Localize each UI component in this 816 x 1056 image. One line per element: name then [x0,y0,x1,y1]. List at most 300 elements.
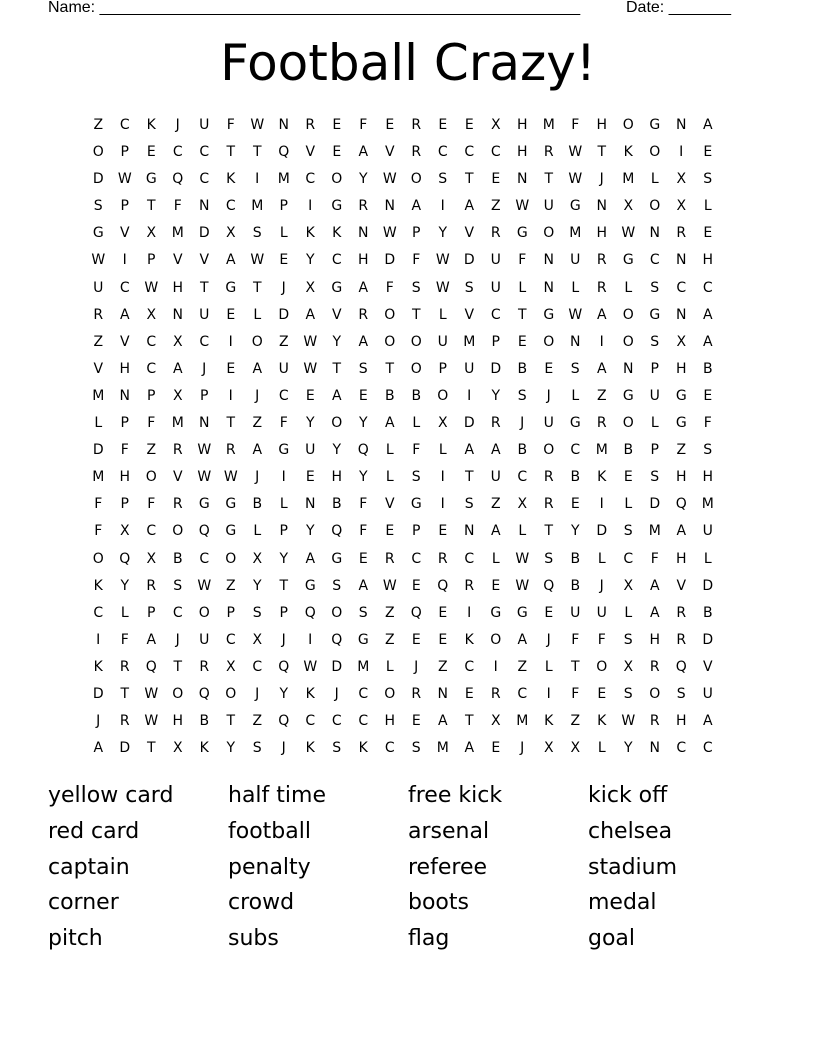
grid-letter: F [597,631,606,648]
grid-letter: P [412,225,421,242]
grid-letter: V [676,577,687,594]
grid-letter: X [146,225,157,242]
grid-letter: S [650,333,660,350]
grid-letter: T [411,306,421,323]
grid-letter: Z [490,198,501,215]
grid-letter: P [279,198,288,215]
grid-letter: W [621,225,636,242]
grid-letter: U [570,604,581,621]
grid-letter: E [544,360,554,377]
grid-letter: H [596,225,608,242]
grid-letter: R [490,415,501,432]
grid-letter: S [332,577,342,594]
grid-letter: J [281,740,286,757]
grid-letter: Q [119,550,131,567]
grid-letter: S [358,604,368,621]
grid-letter: G [331,198,343,215]
grid-letter: E [332,144,342,161]
grid-letter: O [649,198,661,215]
grid-letter: U [199,117,210,133]
grid-letter: C [225,631,236,648]
grid-letter: G [145,171,157,188]
grid-letter: C [252,658,263,675]
grid-letter: H [172,279,184,296]
grid-letter: C [464,144,475,161]
grid-letter: K [464,631,474,648]
grid-letter: G [516,225,528,242]
grid-letter: P [120,415,129,432]
grid-letter: G [569,198,581,215]
grid-letter: D [119,740,131,757]
grid-letter: P [120,144,129,161]
grid-letter: Z [252,415,263,432]
grid-letter: X [146,550,157,567]
page-title: Football Crazy! [220,34,596,92]
grid-letter: C [278,387,289,404]
grid-letter: Q [278,144,290,161]
grid-letter: R [384,550,395,567]
grid-letter: L [385,658,394,675]
grid-letter: R [676,604,687,621]
grid-letter: Q [198,685,210,702]
grid-letter: N [358,225,369,242]
grid-letter: A [702,333,713,350]
grid-letter: S [411,279,421,296]
grid-letter: V [119,333,130,350]
grid-letter: D [490,360,502,377]
grid-letter: T [226,713,236,730]
grid-letter: T [252,144,262,161]
grid-letter: N [119,387,130,404]
grid-letter: E [703,225,713,242]
grid-letter: S [411,469,421,486]
grid-letter: G [569,415,581,432]
grid-letter: R [119,713,130,730]
grid-letter: A [172,360,183,377]
grid-letter: I [96,631,101,648]
word-list-item: chelsea [588,818,673,844]
grid-letter: G [225,496,237,513]
grid-letter: B [172,550,183,567]
word-list-item: goal [588,926,636,952]
grid-letter: L [597,740,606,757]
grid-letter: J [281,279,286,296]
grid-letter: Y [305,252,315,269]
grid-letter: Z [570,713,581,730]
grid-letter: L [703,550,712,567]
grid-letter: M [648,523,661,540]
grid-letter: O [437,387,449,404]
grid-letter: U [93,279,104,296]
grid-letter: G [225,523,237,540]
grid-letter: H [516,144,528,161]
grid-letter: I [228,387,233,404]
grid-letter: K [146,117,156,133]
word-list-item: flag [408,926,450,952]
grid-letter: F [571,631,580,648]
grid-letter: F [120,442,129,459]
grid-letter: R [358,198,369,215]
grid-letter: M [463,333,476,350]
grid-letter: X [623,198,634,215]
grid-letter: L [279,225,288,242]
grid-letter: C [199,171,210,188]
grid-letter: A [649,577,660,594]
grid-letter: L [438,442,447,459]
grid-letter: A [437,713,448,730]
grid-letter: C [490,306,501,323]
grid-letter: P [412,523,421,540]
grid-letter: K [93,577,103,594]
grid-letter: T [226,144,236,161]
grid-letter: R [676,225,687,242]
grid-letter: Y [570,523,580,540]
grid-letter: M [622,171,635,188]
grid-letter: W [568,171,583,188]
grid-letter: A [305,306,316,323]
grid-letter: U [305,442,316,459]
grid-letter: H [119,469,131,486]
grid-letter: A [596,360,607,377]
grid-letter: E [279,252,289,269]
grid-letter: C [146,523,157,540]
grid-letter: X [570,740,581,757]
grid-letter: I [546,685,551,702]
grid-letter: V [464,225,475,242]
grid-letter: H [384,713,396,730]
grid-letter: K [93,658,103,675]
grid-letter: D [649,496,661,513]
grid-letter: X [119,523,130,540]
grid-letter: O [543,225,555,242]
grid-letter: U [649,387,660,404]
grid-letter: O [384,685,396,702]
grid-letter: R [411,144,422,161]
grid-letter: Z [146,442,157,459]
grid-letter: B [702,604,713,621]
grid-letter: C [490,144,501,161]
grid-letter: M [357,658,370,675]
grid-letter: R [596,415,607,432]
grid-letter: Q [331,631,343,648]
grid-letter: K [226,171,236,188]
grid-letter: L [491,550,500,567]
grid-letter: L [518,279,527,296]
grid-letter: L [385,469,394,486]
grid-letter: A [411,198,422,215]
grid-letter: X [676,171,687,188]
grid-letter: B [411,387,422,404]
grid-letter: A [517,631,528,648]
grid-letter: F [571,117,580,133]
grid-letter: E [411,631,421,648]
grid-letter: E [703,144,713,161]
grid-letter: M [171,225,184,242]
grid-letter: Y [279,685,289,702]
grid-letter: G [92,225,104,242]
grid-letter: C [146,360,157,377]
word-list-item: boots [408,890,469,916]
grid-letter: P [147,252,156,269]
grid-letter: M [701,496,714,513]
grid-letter: E [544,604,554,621]
grid-letter: Z [596,387,607,404]
grid-letter: W [568,144,583,161]
grid-letter: N [543,279,554,296]
grid-letter: U [199,631,210,648]
grid-letter: H [596,117,608,133]
grid-letter: Q [437,577,449,594]
grid-letter: V [305,144,316,161]
grid-letter: E [438,117,448,133]
grid-letter: E [623,469,633,486]
grid-letter: E [491,740,501,757]
grid-letter: W [144,279,159,296]
grid-letter: B [384,387,395,404]
grid-letter: F [412,252,421,269]
grid-letter: J [599,171,604,188]
grid-letter: C [93,604,104,621]
grid-letter: S [332,740,342,757]
grid-letter: C [305,713,316,730]
grid-letter: D [702,631,714,648]
grid-letter: G [490,604,502,621]
grid-letter: J [520,740,525,757]
grid-letter: C [119,117,130,133]
grid-letter: E [358,387,368,404]
grid-letter: U [199,306,210,323]
grid-letter: L [279,496,288,513]
grid-letter: A [225,252,236,269]
grid-letter: U [543,415,554,432]
word-list-item: medal [588,890,657,916]
grid-letter: G [622,387,634,404]
grid-letter: H [331,469,343,486]
grid-letter: W [621,713,636,730]
grid-letter: K [358,740,368,757]
grid-letter: V [93,360,104,377]
grid-letter: E [491,577,501,594]
grid-letter: M [251,198,264,215]
grid-letter: O [490,631,502,648]
grid-letter: R [93,306,104,323]
grid-letter: Y [305,415,315,432]
letter-grid [85,115,721,765]
grid-letter: A [649,604,660,621]
grid-letter: W [303,658,318,675]
grid-letter: J [281,631,286,648]
grid-letter: K [305,225,315,242]
grid-letter: P [279,604,288,621]
grid-letter: Q [331,523,343,540]
grid-letter: E [517,333,527,350]
grid-letter: D [92,171,104,188]
grid-letter: S [411,740,421,757]
word-list [48,778,768,957]
grid-letter: U [702,523,713,540]
word-list-item: stadium [588,854,678,880]
grid-letter: P [279,523,288,540]
grid-letter: A [464,740,475,757]
grid-letter: M [277,171,290,188]
grid-letter: C [437,144,448,161]
word-list-item: yellow card [48,783,174,808]
grid-letter: T [544,523,554,540]
grid-letter: M [595,442,608,459]
grid-letter: M [542,117,555,133]
grid-letter: B [570,550,581,567]
grid-letter: W [250,252,265,269]
grid-letter: A [358,279,369,296]
grid-letter: D [92,685,104,702]
grid-letter: O [410,171,422,188]
grid-letter: Z [278,333,289,350]
grid-letter: Q [145,658,157,675]
grid-letter: W [144,685,159,702]
grid-letter: W [250,117,265,133]
grid-letter: W [568,306,583,323]
grid-letter: O [596,658,608,675]
grid-letter: G [675,387,687,404]
grid-letter: H [702,469,714,486]
grid-letter: D [702,577,714,594]
grid-letter: S [93,198,103,215]
header [48,0,748,19]
grid-letter: Q [198,523,210,540]
grid-letter: R [172,496,183,513]
grid-letter: K [623,144,633,161]
grid-letter: H [516,117,528,133]
grid-letter: F [412,442,421,459]
grid-letter: I [599,496,604,513]
grid-letter: C [331,252,342,269]
grid-letter: R [596,252,607,269]
grid-letter: J [414,658,419,675]
grid-letter: D [331,658,343,675]
grid-letter: J [334,685,339,702]
grid-letter: L [624,604,633,621]
grid-letter: A [305,550,316,567]
grid-letter: T [332,360,342,377]
grid-letter: X [225,658,236,675]
grid-letter: I [122,252,127,269]
grid-letter: W [117,171,132,188]
grid-letter: I [255,171,260,188]
grid-letter: R [490,225,501,242]
grid-letter: L [438,306,447,323]
grid-letter: O [649,685,661,702]
grid-letter: E [570,496,580,513]
grid-letter: W [515,198,530,215]
grid-letter: K [597,713,607,730]
grid-letter: V [384,144,395,161]
grid-letter: C [305,171,316,188]
grid-letter: S [438,171,448,188]
grid-letter: L [120,604,129,621]
grid-letter: N [649,225,660,242]
grid-letter: M [171,415,184,432]
grid-letter: X [623,577,634,594]
grid-letter: S [544,550,554,567]
grid-letter: X [623,658,634,675]
word-list-item: red card [48,818,140,844]
grid-letter: C [676,740,687,757]
grid-letter: P [438,360,447,377]
grid-letter: C [570,442,581,459]
grid-letter: W [435,279,450,296]
grid-letter: C [146,333,157,350]
grid-letter: Q [675,496,687,513]
grid-letter: A [490,442,501,459]
grid-letter: Q [172,171,184,188]
grid-letter: T [464,713,474,730]
grid-letter: A [331,387,342,404]
grid-letter: R [649,713,660,730]
grid-letter: C [384,740,395,757]
grid-letter: O [92,550,104,567]
grid-letter: U [543,198,554,215]
grid-letter: J [599,577,604,594]
grid-letter: G [278,442,290,459]
grid-letter: N [676,306,687,323]
grid-letter: G [331,279,343,296]
grid-letter: W [144,713,159,730]
grid-letter: E [464,685,474,702]
grid-letter: B [517,442,528,459]
grid-letter: W [303,360,318,377]
grid-letter: G [410,496,422,513]
grid-letter: T [570,658,580,675]
grid-letter: S [623,523,633,540]
grid-letter: W [197,469,212,486]
grid-letter: G [198,496,210,513]
grid-letter: C [199,144,210,161]
grid-letter: X [490,713,501,730]
grid-letter: E [226,360,236,377]
grid-letter: A [464,198,475,215]
grid-letter: K [199,740,209,757]
grid-letter: U [278,360,289,377]
grid-letter: L [624,279,633,296]
grid-letter: I [467,387,472,404]
grid-letter: K [305,685,315,702]
word-list-item: football [228,818,311,844]
grid-letter: A [252,442,263,459]
grid-letter: F [120,631,129,648]
grid-letter: O [543,442,555,459]
grid-letter: A [93,740,104,757]
grid-letter: S [570,360,580,377]
grid-letter: E [226,306,236,323]
grid-letter: L [650,171,659,188]
date-field-label: Date: _______ [626,0,731,16]
grid-letter: B [252,496,263,513]
grid-letter: S [676,685,686,702]
word-list-item: arsenal [408,818,490,844]
grid-letter: N [464,523,475,540]
grid-letter: S [464,279,474,296]
grid-letter: B [199,713,210,730]
grid-letter: O [384,333,396,350]
grid-letter: B [331,496,342,513]
grid-letter: P [491,333,500,350]
grid-letter: L [597,550,606,567]
grid-letter: E [411,577,421,594]
grid-letter: A [702,713,713,730]
grid-letter: S [650,469,660,486]
grid-letter: T [173,658,183,675]
grid-letter: T [517,306,527,323]
